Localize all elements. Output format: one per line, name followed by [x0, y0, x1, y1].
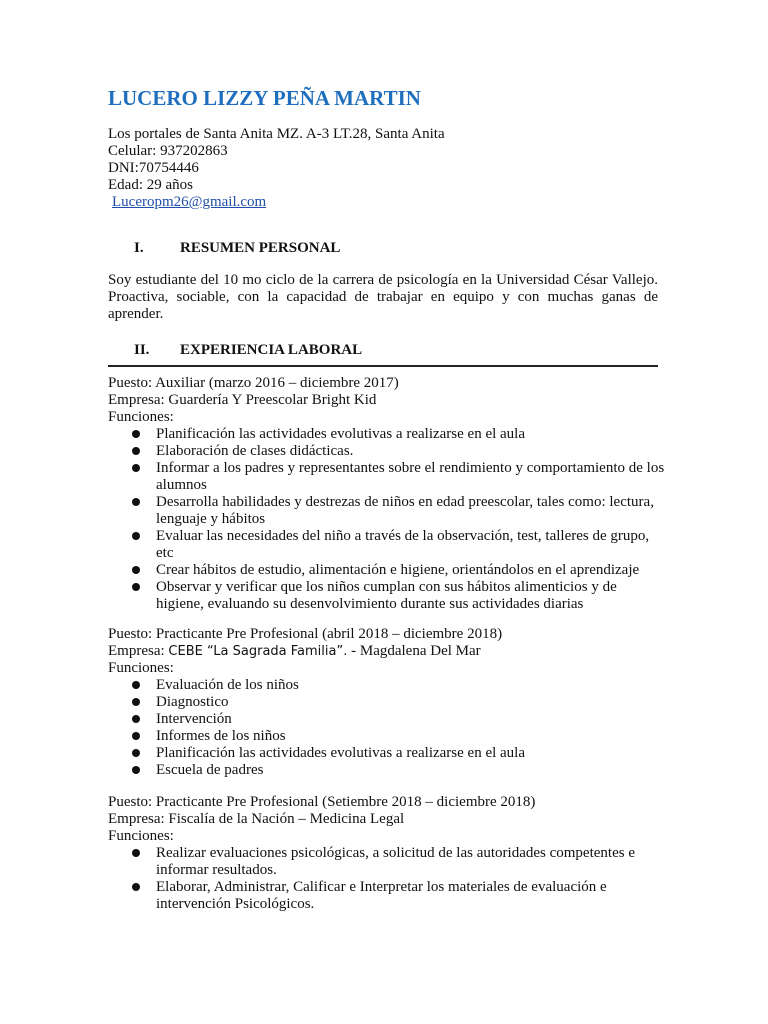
job-entry: [108, 626, 668, 779]
summary-paragraph: Soy estudiante del 10 mo ciclo de la carrera de psicología en la Universidad César Vallejo. Proactiva, sociable, con la capacidad de trabajar en equipo y con muchas ganas de aprender.: [108, 272, 658, 322]
task-item: Planificación las actividades evolutivas a realizarse en el aula: [108, 745, 668, 762]
bullet-icon: [132, 849, 140, 857]
bullet-icon: [132, 498, 140, 506]
bullet-icon: [132, 883, 140, 891]
task-list: [108, 426, 668, 613]
task-item: Escuela de padres: [108, 762, 668, 779]
email-link[interactable]: Luceropm26@gmail.com: [112, 194, 267, 210]
section-title: EXPERIENCIA LABORAL: [180, 342, 363, 358]
task-item: Elaboración de clases didácticas.: [108, 443, 668, 460]
job-company: Empresa: CEBE “La Sagrada Familia”. - Magdalena Del Mar: [108, 643, 481, 659]
task-item: Elaborar, Administrar, Calificar e Interpretar los materiales de evaluación e intervención Psicológicos.: [108, 879, 668, 913]
bullet-icon: [132, 681, 140, 689]
job-company: Empresa: Guardería Y Preescolar Bright Kid: [108, 392, 377, 408]
section-number: I.: [134, 240, 144, 256]
job-entry: [108, 794, 668, 913]
task-item: Diagnostico: [108, 694, 668, 711]
task-item: Evaluación de los niños: [108, 677, 668, 694]
section-divider: [108, 365, 658, 367]
job-company: Empresa: Fiscalía de la Nación – Medicina Legal: [108, 811, 405, 827]
phone-line: Celular: 937202863: [108, 143, 228, 159]
bullet-icon: [132, 447, 140, 455]
bullet-icon: [132, 583, 140, 591]
bullet-icon: [132, 715, 140, 723]
bullet-icon: [132, 749, 140, 757]
company-name: CEBE “La Sagrada Familia”.: [168, 644, 348, 659]
task-item: Realizar evaluaciones psicológicas, a solicitud de las autoridades competentes e informar resultados.: [108, 845, 668, 879]
contact-block: [108, 126, 445, 211]
age-line: Edad: 29 años: [108, 177, 193, 193]
job-functions-label: Funciones:: [108, 828, 174, 844]
bullet-icon: [132, 532, 140, 540]
bullet-icon: [132, 464, 140, 472]
dni-line: DNI:70754446: [108, 160, 199, 176]
address-line: Los portales de Santa Anita MZ. A-3 LT.28, Santa Anita: [108, 126, 445, 142]
job-functions-label: Funciones:: [108, 409, 174, 425]
task-list: [108, 677, 668, 779]
task-item: Informes de los niños: [108, 728, 668, 745]
job-functions-label: Funciones:: [108, 660, 174, 676]
job-position: Puesto: Practicante Pre Profesional (Setiembre 2018 – diciembre 2018): [108, 794, 536, 810]
bullet-icon: [132, 766, 140, 774]
task-item: Evaluar las necesidades del niño a través de la observación, test, talleres de grupo, etc: [108, 528, 668, 562]
task-item: Planificación las actividades evolutivas a realizarse en el aula: [108, 426, 668, 443]
task-item: Crear hábitos de estudio, alimentación e higiene, orientándolos en el aprendizaje: [108, 562, 668, 579]
task-item: Desarrolla habilidades y destrezas de niños en edad preescolar, tales como: lectura, lenguaje y hábitos: [108, 494, 668, 528]
section-heading-experience: [134, 342, 362, 359]
task-item: Informar a los padres y representantes sobre el rendimiento y comportamiento de los alumnos: [108, 460, 668, 494]
task-item: Intervención: [108, 711, 668, 728]
candidate-name: LUCERO LIZZY PEÑA MARTIN: [108, 86, 421, 110]
bullet-icon: [132, 732, 140, 740]
section-number: II.: [134, 342, 150, 358]
section-heading-summary: [134, 240, 340, 257]
bullet-icon: [132, 430, 140, 438]
task-item: Observar y verificar que los niños cumplan con sus hábitos alimenticios y de higiene, evaluando su desenvolvimiento durante sus actividades diarias: [108, 579, 668, 613]
job-entry: [108, 375, 668, 613]
job-position: Puesto: Auxiliar (marzo 2016 – diciembre 2017): [108, 375, 399, 391]
section-title: RESUMEN PERSONAL: [180, 240, 341, 256]
bullet-icon: [132, 698, 140, 706]
task-list: [108, 845, 668, 913]
job-position: Puesto: Practicante Pre Profesional (abril 2018 – diciembre 2018): [108, 626, 503, 642]
bullet-icon: [132, 566, 140, 574]
